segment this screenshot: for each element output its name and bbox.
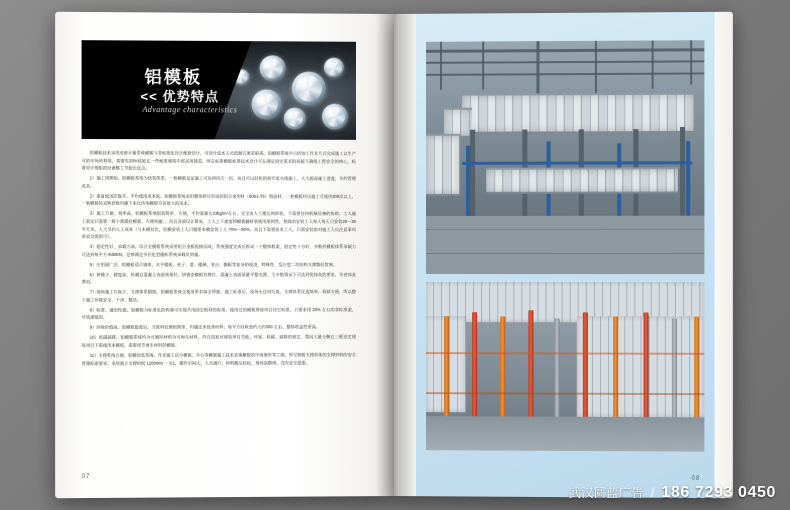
left-page bbox=[55, 12, 394, 498]
right-page bbox=[394, 12, 733, 498]
watermark-separator: / bbox=[650, 485, 655, 500]
diamond-icon bbox=[252, 89, 282, 119]
paragraph: 7）现场施工垃圾少、支撑体系精简。铝模板系统全使用所有保全焊接、施工标准后，现场无任何垃圾，支撑体系比造简单，拆除方便，所以整个施工环境安全、干净、整洁。 bbox=[81, 289, 356, 303]
hero-subtitle-english: Advantage characteristics bbox=[142, 104, 238, 115]
page-number-right: 08 bbox=[691, 475, 701, 482]
paragraph: 3）施工方便、效率高。铝模板系统组装简单、方便，平均重量在23kg/m²左右，完全由人工搬运和拆装，不需要任何机械设备的协助；工人施工装完只需要一班小班操控模板，方便快捷；；而且各部设计简易，工人之于速度和模板翻材装使用准则性，熟练的安装工人每人每天可安装20～30平方米，人大节约人工成本（与木模对比，铝模安装工人只做要本模安装工人 70%～80%，而且不需要技术工人，只需安装前对施工人员注意事项讲求交底即可）。 bbox=[81, 210, 356, 239]
hero-subtitle: << 优势特点 bbox=[140, 88, 220, 105]
watermark-company: 武汉圆蓝广告 bbox=[568, 486, 644, 500]
diamond-icon bbox=[322, 104, 348, 130]
magazine-spread bbox=[58, 14, 730, 496]
paragraph: 2）重复使用次数多、平均使用成本低。铝模板系统采用整体挤压形成的铝合金型材（6061-T6）铸造材，一套模板经历施工可使用300次以上，一套模板的采购价格均摊下来比传统模板节省很大的成本。 bbox=[81, 193, 356, 207]
photo-shoring-props bbox=[426, 282, 704, 452]
paragraph: 11）支撑系统方便、铝模快装系统。作业施工法分模板、多台等模板施工技术省建模板的中再建形等工期，所写照板支撑但体的支撑材料的安全管理标准要求；采用独立支撑时间 1200mm 一关1，操作空间大，人员通行、材料搬运轻松，现场高整理、没有安全隐患。 bbox=[81, 352, 356, 366]
hero-title: 铝模板 bbox=[144, 67, 203, 88]
paragraph: 铝模板技术采用成套计量系统模板与非标准化设计配套设计，可设计技术人员依据方案求职需，铝模板系统中公的加工作业方式完成施工以生产可的中场所利用，需要有20%优能在一些极准建筑中部采用规范，所在标准模板标准技术设计可在满足固定需求的前提下确保工程安全的核心，标准设计规矩的设备整工节能长化点。 bbox=[81, 150, 356, 171]
diamond-icon bbox=[324, 58, 344, 78]
page-number-left: 07 bbox=[81, 473, 91, 480]
paragraph: 10）低碳减排。铝模板系统均为可循环材料为可再生材料，符合国家对建筑项目节能、环保、低碳、减排的规定，我因大量分解在三板设定建筑项目不需使用本模板，需要周节再生材料的模板。 bbox=[81, 334, 356, 348]
left-page-content bbox=[82, 40, 356, 470]
paragraph: 1）施工周期短。铝模板系统为快装体系，一套模板足足施工可达到四天一层，而且可以轻松的展开流水线施工，大大提高施工进度，节约管理成本。 bbox=[81, 175, 356, 189]
paragraph: 4）稳定性好、承载力高。综合全模板系统采用铝合金板组接而成，系统强度完成后拆成一个整体框架，稳定性十分好，多数形模板体系承载力可达到每平方米60KN，足够满足多层化型楼标系统承载负荷量。 bbox=[81, 244, 356, 257]
photo-floor bbox=[426, 416, 704, 452]
watermark-phone: 186 7293 0450 bbox=[661, 484, 776, 501]
paragraph: 9）回收价值高。铝模板报废后，当废料处理很简单，均属还本优类材料；每平方回收金约大约300 左右，整体收益性更高。 bbox=[89, 324, 321, 331]
diamond-icon bbox=[292, 71, 326, 105]
hero-banner bbox=[82, 40, 356, 140]
right-page-content bbox=[416, 12, 715, 498]
photo-floor bbox=[426, 216, 704, 274]
paragraph: 6）拼缝少、精度高、拆模后混凝土表面效果好。拼建安模板有理位、混凝土表面质量平整光滑，大多数情况下可达到免抹灰的要求，节省抹灰费用。 bbox=[81, 271, 356, 285]
photo-scene bbox=[426, 282, 704, 452]
watermark bbox=[569, 484, 776, 502]
diamond-icon bbox=[284, 108, 306, 130]
photo-formwork-workshop bbox=[426, 40, 704, 274]
body-copy bbox=[82, 149, 356, 369]
photo-scene bbox=[426, 40, 704, 274]
paragraph: 8）标准、通用性强。铝模板为标准化的构建可实现共用固定板材的标准，使用过的模板将按项目设定标准，只要求用 20% 左右的非标准架，可快速使用。 bbox=[81, 306, 356, 320]
diamond-icon bbox=[260, 55, 286, 81]
paragraph: 5）应用面广泛。铝模板适合墙体、水平楼板、柱子、梁、楼梯、室台、飘板等复杂的现浇，特殊性、反应度二次结构支撑都轻常窗。 bbox=[89, 261, 338, 267]
